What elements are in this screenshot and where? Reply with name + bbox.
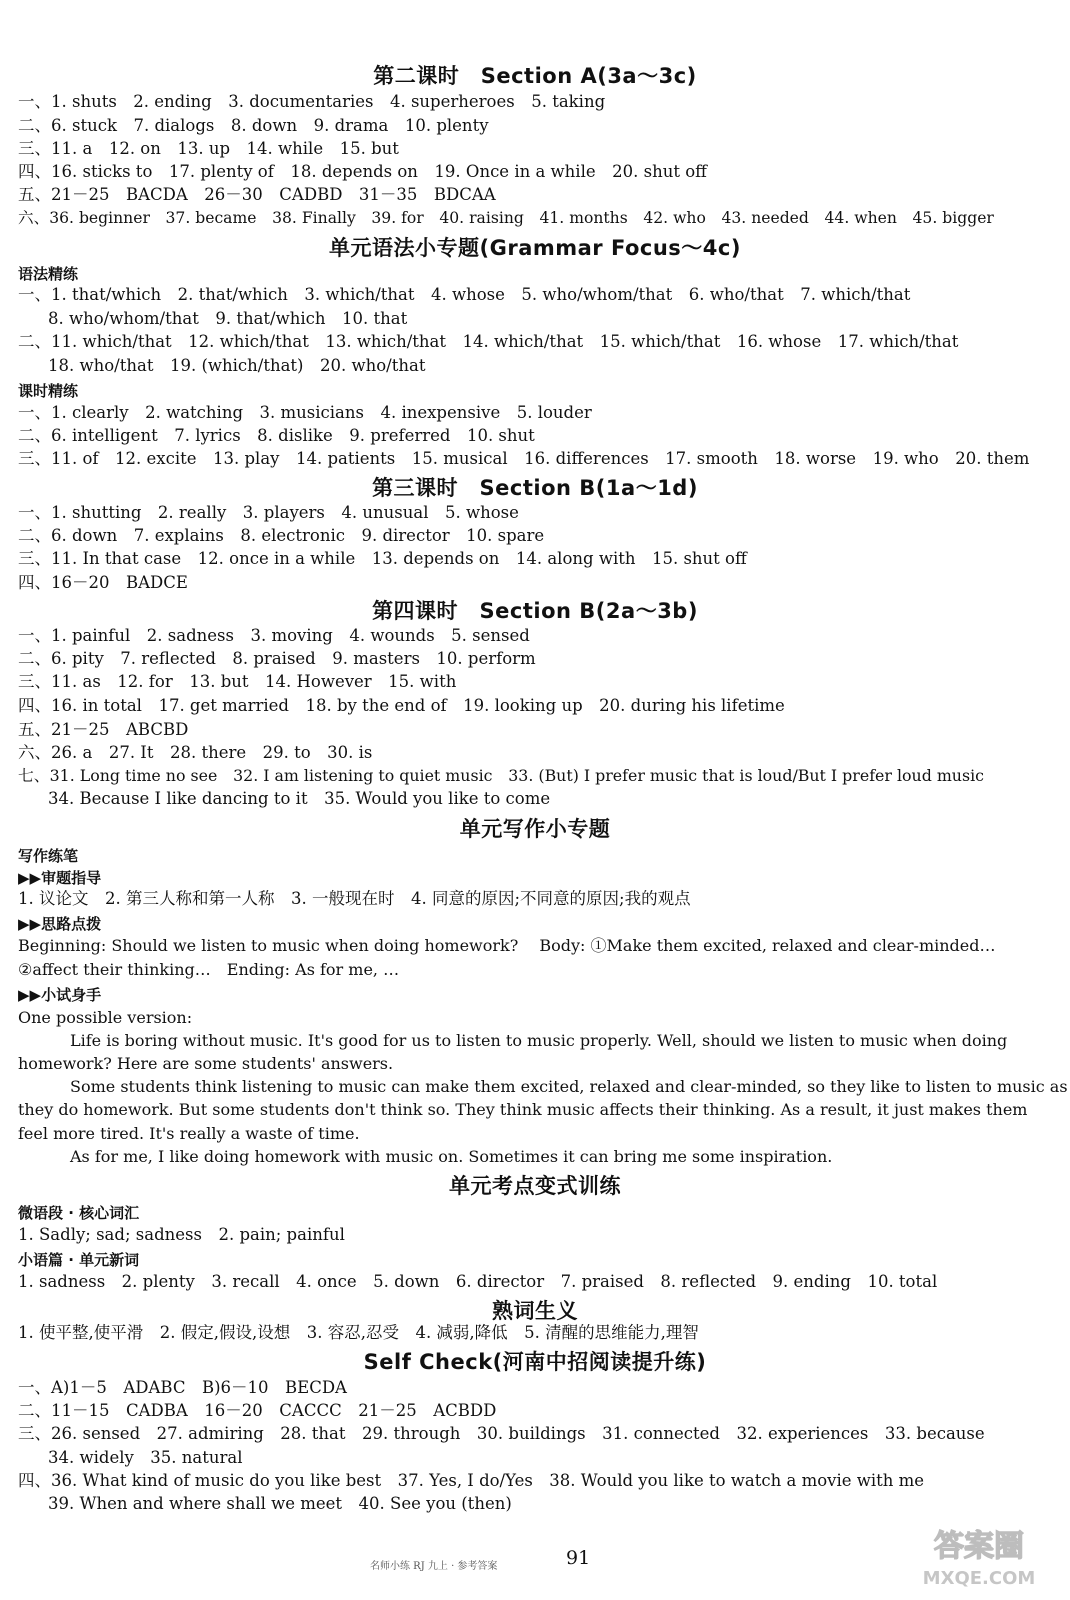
answer-line: 三、11. In that case 12. once in a while 13. depends on 14. along with 15. shut off bbox=[18, 549, 747, 568]
answer-line: 五、21－25 ABCBD bbox=[18, 720, 189, 739]
answer-line: 1. sadness 2. plenty 3. recall 4. once 5. down 6. director 7. praised 8. reflected 9. ending 10. total bbox=[18, 1272, 938, 1291]
answer-line: 34. widely 35. natural bbox=[48, 1448, 243, 1467]
section-title-grammar: 单元语法小专题(Grammar Focus～4c) bbox=[329, 236, 741, 260]
section-title-writing: 单元写作小专题 bbox=[459, 817, 611, 841]
answer-line: 二、11－15 CADBA 16－20 CACCC 21－25 ACBDD bbox=[18, 1401, 497, 1420]
answer-line: Beginning: Should we listen to music when doing homework? Body: ①Make them excited, relaxed and clear-minded… bbox=[18, 936, 996, 955]
section-title-self-check: Self Check(河南中招阅读提升练) bbox=[363, 1350, 707, 1374]
section-title-lesson2: 第二课时 Section A(3a～3c) bbox=[373, 64, 697, 88]
answer-line: 六、36. beginner 37. became 38. Finally 39. for 40. raising 41. months 42. who 43. needed 44. when 45. bigger bbox=[18, 209, 994, 227]
answer-line: 二、11. which/that 12. which/that 13. which/that 14. which/that 15. which/that 16. whose 17. which/that bbox=[18, 332, 959, 351]
sample-version-label: One possible version: bbox=[18, 1008, 193, 1027]
watermark-url: MXQE.COM bbox=[922, 1568, 1036, 1589]
essay-line: As for me, I like doing homework with music on. Sometimes it can bring me some inspiration. bbox=[70, 1147, 833, 1166]
answer-line: 七、31. Long time no see 32. I am listening to quiet music 33. (But) I prefer music that is loud/But I prefer loud music bbox=[18, 766, 984, 785]
answer-line: 39. When and where shall we meet 40. See you (then) bbox=[48, 1494, 512, 1513]
page-number: 91 bbox=[566, 1547, 591, 1569]
watermark-logo bbox=[904, 1516, 1054, 1594]
answer-line: 四、16. sticks to 17. plenty of 18. depends on 19. Once in a while 20. shut off bbox=[18, 162, 707, 181]
answer-line: ②affect their thinking… Ending: As for me, … bbox=[18, 960, 400, 979]
essay-line: homework? Here are some students' answers. bbox=[18, 1054, 394, 1073]
watermark-text: 答案圈 bbox=[934, 1529, 1024, 1564]
answer-line: 三、11. a 12. on 13. up 14. while 15. but bbox=[18, 139, 399, 158]
answer-line: 一、1. painful 2. sadness 3. moving 4. wounds 5. sensed bbox=[18, 626, 530, 645]
subheading-grammar-practice: 语法精练 bbox=[18, 265, 79, 283]
answer-line: 一、1. that/which 2. that/which 3. which/that 4. whose 5. who/whom/that 6. who/that 7. which/that bbox=[18, 285, 911, 304]
subheading-try-it: ▶▶小试身手 bbox=[18, 986, 102, 1004]
answer-line: 三、26. sensed 27. admiring 28. that 29. through 30. buildings 31. connected 32. experiences 33. because bbox=[18, 1424, 985, 1443]
section-title-lesson3: 第三课时 Section B(1a～1d) bbox=[372, 476, 698, 500]
answer-line: 一、A)1－5 ADABC B)6－10 BECDA bbox=[18, 1378, 347, 1397]
answer-line: 34. Because I like dancing to it 35. Would you like to come bbox=[48, 789, 551, 808]
answer-line: 二、6. pity 7. reflected 8. praised 9. masters 10. perform bbox=[18, 649, 536, 668]
answer-line: 1. 使平整,使平滑 2. 假定,假设,设想 3. 容忍,忍受 4. 减弱,降低 5. 清醒的思维能力,理智 bbox=[18, 1323, 699, 1342]
answer-line: 五、21－25 BACDA 26－30 CADBD 31－35 BDCAA bbox=[18, 185, 496, 204]
answer-line: 8. who/whom/that 9. that/which 10. that bbox=[48, 309, 408, 328]
answer-line: 四、16. in total 17. get married 18. by the end of 19. looking up 20. during his lifetime bbox=[18, 696, 785, 715]
subheading-core-vocab: 微语段 · 核心词汇 bbox=[18, 1204, 140, 1222]
answer-line: 四、36. What kind of music do you like best 37. Yes, I do/Yes 38. Would you like to watch a movie with me bbox=[18, 1471, 925, 1490]
section-title-new-meanings: 熟词生义 bbox=[492, 1299, 578, 1323]
subheading-idea-tips: ▶▶思路点拨 bbox=[18, 915, 102, 933]
answer-line: 三、11. of 12. excite 13. play 14. patients 15. musical 16. differences 17. smooth 18. worse 19. who 20. them bbox=[18, 449, 1030, 468]
subheading-topic-guide: ▶▶审题指导 bbox=[18, 869, 102, 887]
answer-line: 三、11. as 12. for 13. but 14. However 15. with bbox=[18, 672, 457, 691]
answer-line: 四、16－20 BADCE bbox=[18, 573, 188, 592]
subheading-writing-practice: 写作练笔 bbox=[18, 847, 79, 865]
answer-line: 二、6. intelligent 7. lyrics 8. dislike 9. preferred 10. shut bbox=[18, 426, 535, 445]
answer-line: 一、1. shuts 2. ending 3. documentaries 4. superheroes 5. taking bbox=[18, 92, 606, 111]
answer-line: 一、1. clearly 2. watching 3. musicians 4. inexpensive 5. louder bbox=[18, 403, 592, 422]
answer-line: 二、6. down 7. explains 8. electronic 9. director 10. spare bbox=[18, 526, 545, 545]
answer-line: 六、26. a 27. It 28. there 29. to 30. is bbox=[18, 743, 373, 762]
subheading-lesson-practice: 课时精练 bbox=[18, 382, 79, 400]
answer-line: 18. who/that 19. (which/that) 20. who/that bbox=[48, 356, 426, 375]
answer-line: 1. Sadly; sad; sadness 2. pain; painful bbox=[18, 1225, 345, 1244]
footer-note: 名师小练 RJ 九上 · 参考答案 bbox=[370, 1561, 498, 1572]
subheading-new-words: 小语篇 · 单元新词 bbox=[18, 1251, 140, 1269]
answer-line: 二、6. stuck 7. dialogs 8. down 9. drama 10. plenty bbox=[18, 116, 489, 135]
answer-line: 1. 议论文 2. 第三人称和第一人称 3. 一般现在时 4. 同意的原因;不同意的原因;我的观点 bbox=[18, 889, 691, 908]
essay-line: they do homework. But some students don't think so. They think music affects their thinking. As a result, it just makes them bbox=[18, 1100, 1028, 1119]
essay-line: Life is boring without music. It's good for us to listen to music properly. Well, should we listen to music when doing bbox=[70, 1031, 1008, 1050]
essay-line: feel more tired. It's really a waste of time. bbox=[18, 1124, 360, 1143]
essay-line: Some students think listening to music can make them excited, relaxed and clear-minded, so they like to listen to music as bbox=[70, 1077, 1068, 1096]
section-title-unit-training: 单元考点变式训练 bbox=[449, 1174, 621, 1198]
section-title-lesson4: 第四课时 Section B(2a～3b) bbox=[372, 599, 698, 623]
answer-line: 一、1. shutting 2. really 3. players 4. unusual 5. whose bbox=[18, 503, 519, 522]
